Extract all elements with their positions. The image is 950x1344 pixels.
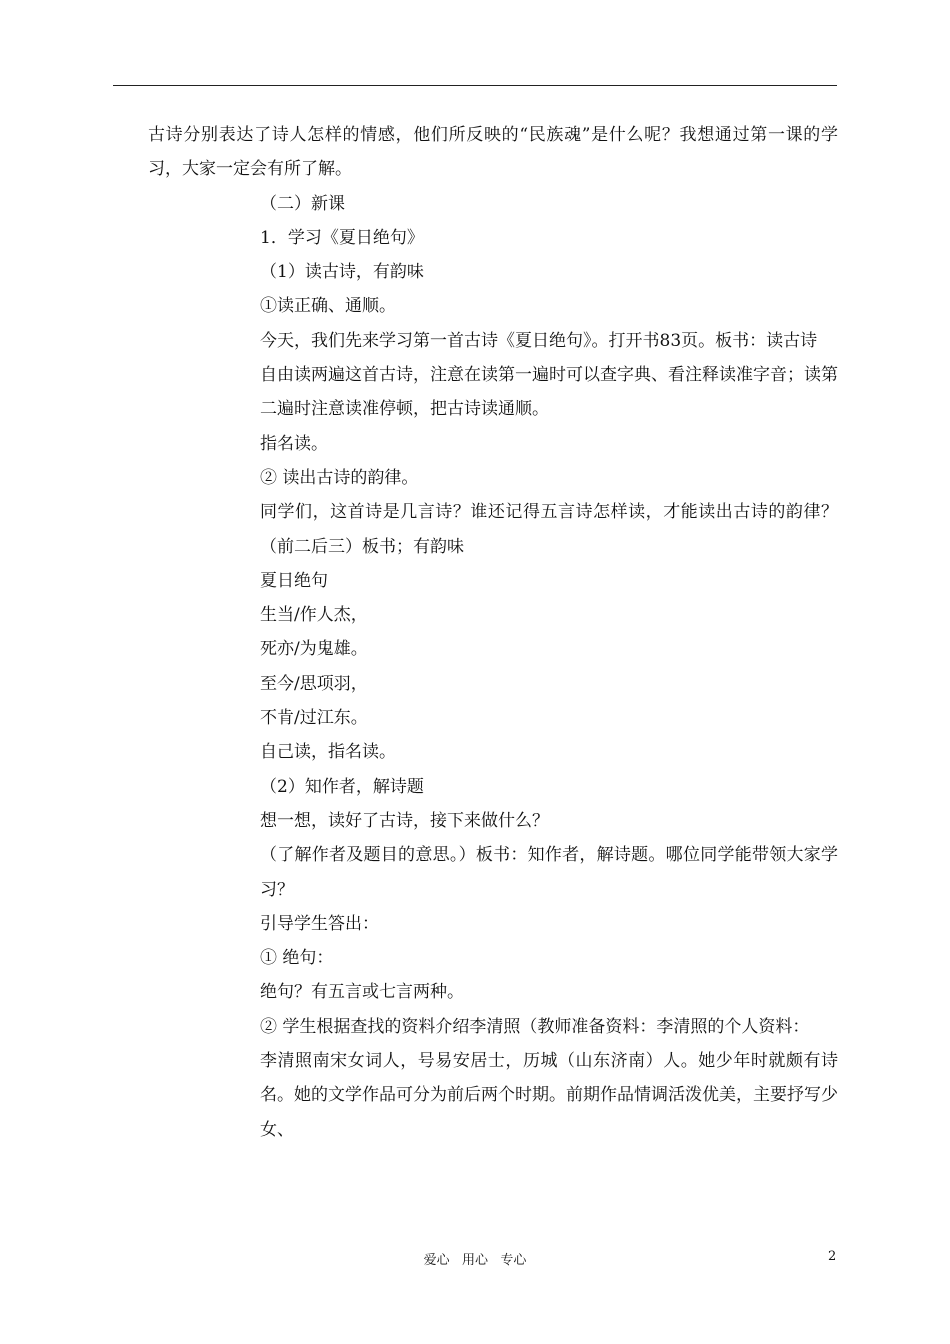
poem-line-3: 至今/思项羽， [260, 673, 368, 694]
paragraph-understand-author: （了解作者及题目的意思。）板书：知作者，解诗题。哪位同学能带领大家学习？ [260, 845, 838, 900]
subheading-know-author: （2）知作者，解诗题 [260, 776, 424, 797]
paragraph-guide: 引导学生答出： [260, 913, 379, 934]
step-read-correctly: ①读正确、通顺。 [260, 296, 396, 317]
step-jueju: ① 绝句： [260, 948, 334, 969]
paragraph-rhythm-question: 同学们，这首诗是几言诗？谁还记得五言诗怎样读，才能读出古诗的韵律？（前二后三）板书；有韵味 [260, 502, 838, 557]
header-rule [113, 85, 837, 86]
subheading-read-poem: （1）读古诗，有韵味 [260, 262, 424, 283]
step-li-qingzhao: ② 学生根据查找的资料介绍李清照（教师准备资料：李清照的个人资料： [260, 1016, 810, 1037]
paragraph-think: 想一想，读好了古诗，接下来做什么？ [260, 810, 549, 831]
subheading-study-poem: 1．学习《夏日绝句》 [260, 227, 424, 248]
footer-motto: 爱心 用心 专心 [423, 1253, 527, 1268]
poem-line-2: 死亦/为鬼雄。 [260, 639, 368, 660]
page-number: 2 [828, 1249, 837, 1264]
document-body [148, 118, 838, 1147]
poem-line-1: 生当/作人杰， [260, 605, 368, 626]
poem-title: 夏日绝句 [260, 570, 328, 591]
section-heading-new-lesson: （二）新课 [260, 193, 345, 214]
step-read-rhythm: ② 读出古诗的韵律。 [260, 467, 419, 488]
paragraph-name-reading: 指名读。 [260, 433, 328, 454]
paragraph-self-reading: 自己读，指名读。 [260, 742, 396, 763]
paragraph-free-reading: 自由读两遍这首古诗，注意在读第一遍时可以查字典、看注释读准字音；读第二遍时注意读准停顿，把古诗读通顺。 [260, 365, 838, 420]
paragraph-li-qingzhao-bio: 李清照南宋女词人，号易安居士，历城（山东济南）人。她少年时就颇有诗名。她的文学作品可分为前后两个时期。前期作品情调活泼优美，主要抒写少女、 [260, 1051, 838, 1140]
paragraph-jueju-def: 绝句？有五言或七言两种。 [260, 982, 464, 1003]
poem-line-4: 不肯/过江东。 [260, 708, 368, 729]
paragraph-today: 今天，我们先来学习第一首古诗《夏日绝句》。打开书83页。板书：读古诗 [260, 330, 818, 351]
paragraph-1: 古诗分别表达了诗人怎样的情感，他们所反映的“民族魂”是什么呢？我想通过第一课的学习，大家一定会有所了解。 [148, 125, 838, 180]
